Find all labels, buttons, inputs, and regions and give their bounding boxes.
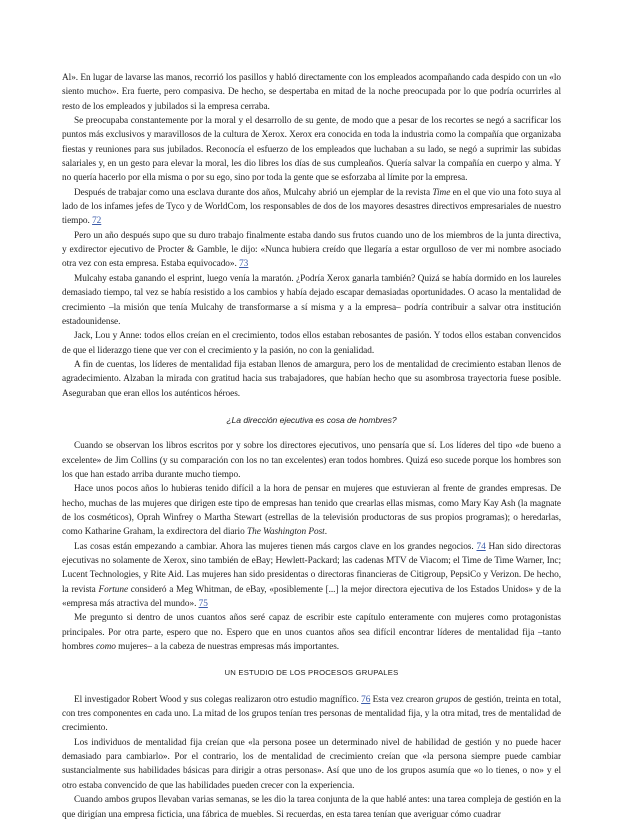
paragraph <box>62 439 561 482</box>
text-run: Cuando se observan los libros escritos por y sobre los directores ejecutivos, uno pensaría que sí. Los líderes del tipo «de bueno a excelente» de Jim Collins (y su comparación con los no tan excelentes) eran todos hombres. Quizá eso sucede porque los hombres son los que han estado arriba durante mucho tiempo. <box>62 441 561 480</box>
text-run: Jack, Lou y Anne: todos ellos creían en el crecimiento, todos ellos estaban rebosantes de pasión. Y todos ellos estaban convencidos de que el liderazgo tiene que ver con el crecimiento y la pasión, no con la genialidad. <box>62 331 561 356</box>
text-run: El investigador Robert Wood y sus colegas realizaron otro estudio magnífico. <box>74 694 362 705</box>
text-run: A fin de cuentas, los líderes de mentalidad fija estaban llenos de amargura, pero los de mentalidad de crecimiento estaban llenos de agradecimiento. Alzaban la mirada con gratitud hacia sus trabajadores, que habían hecho que su asombrosa trayectoria fuese posible. Aseguraban que eran ellos los auténticos héroes. <box>62 359 561 399</box>
footnote-link[interactable]: 74 <box>476 541 486 552</box>
text-run: Mulcahy estaba ganando el esprint, luego venía la maratón. ¿Podría Xerox ganarla también? Quizá se había dormido en los laureles demasiado tiempo, tal vez se había resistido a los cambios y había dejado escapar demasiadas oportunidades. O acaso la mentalidad de crecimiento –la misión que tenía Mulcahy de transformarse a sí misma y a la empresa– podría contribuir a salvar otra institución estadounidense. <box>62 273 561 327</box>
women-ceo-block <box>62 439 561 654</box>
paragraph <box>62 229 561 272</box>
paragraph <box>62 482 561 539</box>
footnote-link[interactable]: 73 <box>239 259 249 270</box>
text-run: Se preocupaba constantemente por la moral y el desarrollo de su gente, de modo que a pesar de los recortes se negó a sacrificar los puntos más exclusivos y maravillosos de la cultura de Xerox. Xerox era conocida en toda la industria como la compañía que organizaba fiestas y reuniones para sus jubilados. Reconocía el esfuerzo de los empleados que luchaban a su lado, se negó a suprimir las subidas salariales y, en un gesto para elevar la moral, les dio libres los días de sus cumpleaños. Quería salvar la compañía en cuerpo y alma. Y no quería hacerlo por ella misma o por su ego, sino por toda la gente que se esforzaba al límite por la empresa. <box>62 116 561 184</box>
text-run: Han sido directoras ejecutivas no solamente de Xerox, sino también de eBay; Hewlett-Packard; las cadenas MTV de Viacom; el Time de Time Warner, Inc; Lucent Technologies, y Rite Aid. Las mujeres han sido presidentas o directoras financieras de Citigroup, PepsiCo y Verizon. De hecho, la revista <box>62 541 561 595</box>
footnote-link[interactable]: 72 <box>92 216 102 227</box>
text-run: consideró a Meg Whitman, de eBay, «posiblemente [...] la mejor directora ejecutiva de los Estados Unidos» y de la «empresa más atractiva del mundo». <box>62 584 561 610</box>
italic-text: The Washington Post <box>246 527 325 538</box>
italic-text: grupos <box>435 694 462 705</box>
italic-text: como <box>95 642 116 653</box>
paragraph <box>62 114 561 186</box>
paragraph <box>62 358 561 401</box>
paragraph <box>62 329 561 358</box>
text-run: . <box>324 527 327 538</box>
paragraph <box>62 272 561 329</box>
footnote-link[interactable]: 76 <box>361 694 371 705</box>
paragraph <box>62 71 561 114</box>
footnote-link[interactable]: 75 <box>198 599 208 610</box>
text-run: Las cosas están empezando a cambiar. Ahora las mujeres tienen más cargos clave en los grandes negocios. <box>74 541 477 552</box>
section-heading-group-study: UN ESTUDIO DE LOS PROCESOS GRUPALES <box>224 668 399 678</box>
text-run: Pero un año después supo que su duro trabajo finalmente estaba dando sus frutos cuando uno de los miembros de la junta directiva, y exdirector ejecutivo de Procter & Gamble, le dijo: «Nunca hubiera creído que llegaría a estar orgulloso de ver mi nombre asociado otra vez con esta empresa. Estaba equivocado». <box>62 230 561 270</box>
paragraph <box>62 611 561 654</box>
paragraph <box>62 186 561 229</box>
text-run: Después de trabajar como una esclava durante dos años, Mulcahy abrió un ejemplar de la revista <box>74 187 433 198</box>
text-run: Me pregunto si dentro de unos cuantos años seré capaz de escribir este capítulo enteramente con mujeres como protagonistas principales. Por otra parte, espero que no. Espero que en unos cuantos años sea difícil encontrar líderes de mentalidad fija –tanto hombres <box>62 613 561 653</box>
paragraph <box>62 540 561 612</box>
text-run: Esta vez crearon <box>370 694 436 705</box>
text-run: mujeres– a la cabeza de nuestras empresas más importantes. <box>115 642 340 653</box>
text-run: Hace unos pocos años lo hubieras tenido difícil a la hora de pensar en mujeres que estuvieran al frente de grandes empresas. De hecho, muchas de las mujeres que dirigen este tipo de empresas han tenido que crearlas ellas mismas, como Mary Kay Ash (la magnate de los cosméticos), Oprah Winfrey o Martha Stewart (estrellas de la televisión productoras de sus propios programas); o heredarlas, como Katharine Graham, la exdirectora del diario <box>62 484 561 538</box>
paragraph <box>62 693 561 736</box>
italic-text: Fortune <box>98 584 129 595</box>
text-run: Los individuos de mentalidad fija creían que «la persona posee un determinado nivel de habilidad de gestión y no puede hacer demasiado para cambiarlo». Por el contrario, los de mentalidad de crecimiento creían que «la persona siempre puede cambiar sustancialmente sus habilidades básicas para dirigir a otras personas». Así que uno de los grupos asumía que «o lo tienes, o no» y el otro estaba convencido de que las habilidades pueden crecer con la experiencia. <box>62 737 561 791</box>
group-study-block <box>62 693 561 822</box>
section-heading-women-ceo: ¿La dirección ejecutiva es cosa de hombres? <box>226 414 397 425</box>
italic-text: Time <box>432 187 451 198</box>
text-run: Al». En lugar de lavarse las manos, recorrió los pasillos y habló directamente con los empleados acompañando cada despido con un «lo siento mucho». Era fuerte, pero compasiva. De hecho, se despertaba en mitad de la noche preocupada por lo que podría ocurrirles al resto de los empleados y jubilados si la empresa cerraba. <box>62 73 561 112</box>
intro-block <box>62 71 561 401</box>
text-run: en el que vio una foto suya al lado de los infames jefes de Tyco y de WorldCom, los responsables de dos de los mayores desastres directivos empresariales de nuestro tiempo. <box>62 187 561 227</box>
paragraph <box>62 793 561 822</box>
text-run: de gestión, treinta en total, con tres componentes en cada uno. La mitad de los grupos tenían tres personas de mentalidad fija, y la otra mitad, tres de mentalidad de crecimiento. <box>62 694 561 734</box>
paragraph <box>62 736 561 793</box>
text-run: Cuando ambos grupos llevaban varias semanas, se les dio la tarea conjunta de la que hablé antes: una tarea compleja de gestión en la que dirigían una empresa ficticia, una fábrica de muebles. Si recuerdas, en esta tarea tenían que averiguar cómo cuadrar <box>62 795 561 820</box>
